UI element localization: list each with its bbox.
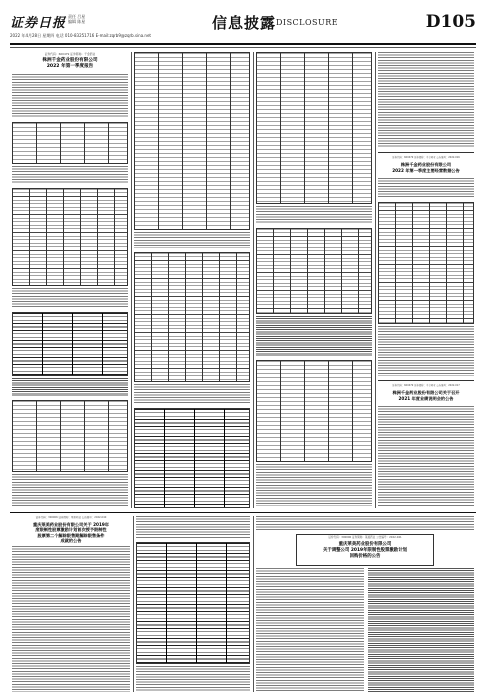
data-table: [134, 52, 250, 230]
column-center-right: [256, 52, 372, 508]
section-title: 信息披露: [212, 14, 277, 32]
text-block: [378, 52, 474, 148]
notice-code: 证券代码：600479 证券简称：千金药业 公告编号：2022-016: [392, 156, 460, 159]
edition-info: 责任 吕星 编辑 陈星: [68, 14, 86, 24]
data-table: [378, 202, 474, 324]
text-block: [134, 384, 250, 404]
data-table: [134, 252, 250, 382]
column-separator: [253, 516, 254, 692]
text-block: [256, 316, 372, 356]
notice-code: 证券代码：300006 证券简称：莱美药业 公告编号：2022-040: [35, 516, 107, 519]
text-block: [256, 206, 372, 224]
data-table: [256, 360, 372, 462]
dateline: 2022 年4月28日 星期四 电话 010-83251716 E-mail:zqrb9@zqrb.sina.net: [10, 33, 151, 38]
column-center-left: [134, 52, 250, 508]
section-rule: [10, 512, 476, 513]
notice-title: 重庆莱美药业股份有限公司 关于调整公司 2019年限制性股票激励计划 回购价格的公告: [322, 542, 407, 559]
text-block: [12, 166, 128, 184]
data-table: [256, 228, 372, 314]
data-table: [136, 542, 250, 664]
bottom-left-notice: [12, 516, 130, 692]
column-left: [12, 52, 128, 508]
text-block: [256, 464, 372, 506]
masthead-rule-thin: [10, 47, 476, 48]
text-block: [378, 406, 474, 506]
bottom-table-column: [136, 516, 250, 692]
text-block: [134, 232, 250, 248]
text-block: [368, 568, 474, 692]
page-number: D105: [425, 12, 476, 32]
data-table: [12, 312, 128, 376]
column-separator: [133, 516, 134, 692]
text-block: [12, 288, 128, 308]
data-table: [134, 408, 250, 508]
text-block: [12, 474, 128, 506]
newspaper-logo: 证券日报: [10, 16, 67, 31]
text-block: [12, 546, 130, 692]
notice-title: 株洲千金药业股份有限公司 2022 年第一季度报告: [42, 58, 98, 69]
data-table: [12, 122, 128, 164]
text-block: [256, 516, 474, 530]
column-separator: [253, 52, 254, 508]
data-table: [12, 188, 128, 286]
column-separator: [375, 52, 376, 508]
notice-title: 株洲千金药业股份有限公司 2022 年第一季度主要经营数据公告: [392, 162, 460, 173]
notice-code: 证券代码：600479 证券简称：千金药业: [44, 52, 96, 56]
data-table: [256, 52, 372, 204]
text-block: [12, 378, 128, 396]
section-subtitle: DISCLOSURE: [276, 18, 339, 27]
notice-divider: [378, 380, 474, 381]
text-block: [136, 516, 250, 538]
text-block: [378, 326, 474, 376]
data-table: [12, 400, 128, 472]
column-separator: [131, 52, 132, 508]
notice-divider: [378, 152, 474, 153]
bottom-center-notice: [256, 516, 474, 692]
text-block: [12, 74, 128, 118]
text-block: [256, 568, 364, 692]
notice-title: 重庆莱美药业股份有限公司关于 2019年 度限制性股票激励计划首次授予限制性 股票第二个解除限售期解除限售条件 成就的公告: [33, 522, 109, 544]
text-block: [378, 178, 474, 198]
notice-code: 证券代码：600479 证券简称：千金药业 公告编号：2022-017: [392, 384, 460, 387]
column-right: [378, 52, 474, 508]
masthead: [10, 12, 476, 46]
notice-title: 株洲千金药业股份有限公司关于召开 2021 年度业绩说明会的公告: [392, 390, 460, 401]
text-block: [136, 666, 250, 692]
masthead-rule: [10, 43, 476, 45]
notice-code: 证券代码：300006 证券简称：莱美药业 公告编号：2022-041: [328, 536, 402, 539]
